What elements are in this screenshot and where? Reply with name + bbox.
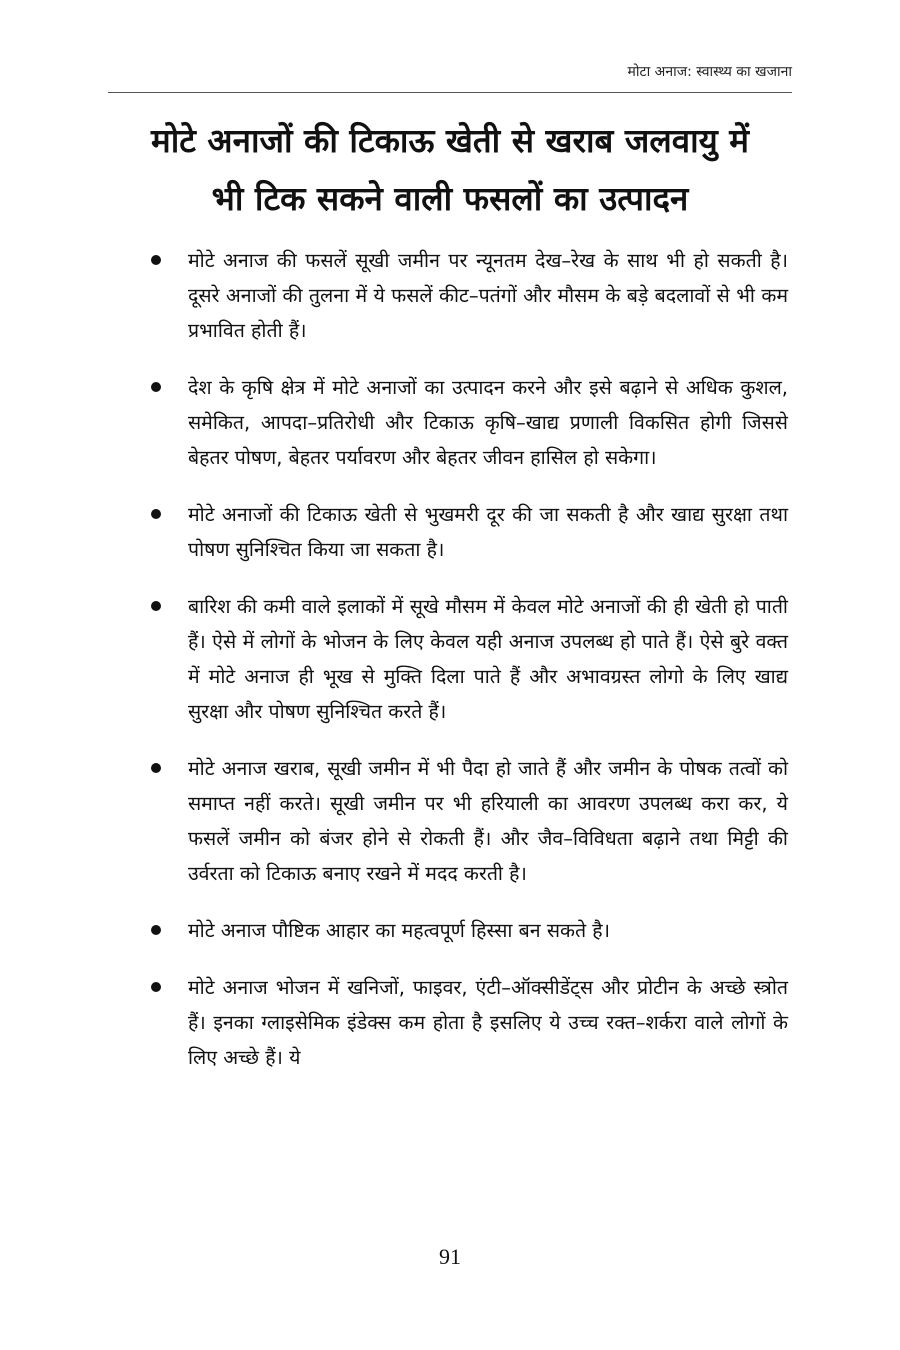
list-item — [148, 243, 788, 348]
list-item-text: मोटे अनाज खराब, सूखी जमीन में भी पैदा हो जाते हैं और जमीन के पोषक तत्वों को समाप्त नहीं करते। सूखी जमीन पर भी हरियाली का आवरण उपलब्ध करा कर, ये फसलें जमीन को बंजर होने से रोकती हैं। और जैव–विविधता बढ़ाने तथा मिट्टी की उर्वरता को टिकाऊ बनाए रखने में मदद करती है। — [188, 757, 788, 885]
list-item — [148, 970, 788, 1075]
title-line-1: मोटे अनाजों की टिकाऊ खेती से खराब जलवायु में — [151, 121, 749, 160]
header-divider — [108, 92, 792, 93]
bullet-icon — [151, 982, 161, 992]
list-item — [148, 497, 788, 567]
bullet-icon — [151, 763, 161, 773]
list-item — [148, 913, 788, 948]
bullet-icon — [151, 382, 161, 392]
page-number: 91 — [439, 1244, 461, 1269]
list-item — [148, 589, 788, 729]
bullet-icon — [151, 255, 161, 265]
list-item-text: मोटे अनाज की फसलें सूखी जमीन पर न्यूनतम देख–रेख के साथ भी हो सकती है। दूसरे अनाजों की तुलना में ये फसलें कीट–पतंगों और मौसम के बड़े बदलावों से भी कम प्रभावित होती हैं। — [188, 249, 788, 342]
list-item — [148, 751, 788, 891]
list-item-text: मोटे अनाजों की टिकाऊ खेती से भुखमरी दूर की जा सकती है और खाद्य सुरक्षा तथा पोषण सुनिश्चित किया जा सकता है। — [188, 503, 788, 561]
page-title — [100, 112, 800, 228]
running-header: मोटा अनाज: स्वास्थ्य का खजाना — [627, 64, 792, 80]
bullet-icon — [151, 509, 161, 519]
list-item-text: मोटे अनाज पौष्टिक आहार का महत्वपूर्ण हिस्सा बन सकते है। — [188, 919, 611, 942]
list-item — [148, 370, 788, 475]
title-line-2: भी टिक सकने वाली फसलों का उत्पादन — [211, 179, 689, 218]
list-item-text: मोटे अनाज भोजन में खनिजों, फाइवर, एंटी–ऑक्सीडेंट्स और प्रोटीन के अच्छे स्त्रोत हैं। इनका ग्लाइसेमिक इंडेक्स कम होता है इसलिए ये उच्च रक्त–शर्करा वाले लोगों के लिए अच्छे हैं। ये — [188, 976, 788, 1069]
bullet-icon — [151, 601, 161, 611]
bullet-icon — [151, 925, 161, 935]
list-item-text: बारिश की कमी वाले इलाकों में सूखे मौसम में केवल मोटे अनाजों की ही खेती हो पाती हैं। ऐसे में लोगों के भोजन के लिए केवल यही अनाज उपलब्ध हो पाते हैं। ऐसे बुरे वक्त में मोटे अनाज ही भूख से मुक्ति दिला पाते हैं और अभावग्रस्त लोगो के लिए खाद्य सुरक्षा और पोषण सुनिश्चित करते हैं। — [188, 595, 788, 723]
bullet-list — [148, 243, 788, 1097]
list-item-text: देश के कृषि क्षेत्र में मोटे अनाजों का उत्पादन करने और इसे बढ़ाने से अधिक कुशल, समेकित, आपदा–प्रतिरोधी और टिकाऊ कृषि–खाद्य प्रणाली विकसित होगी जिससे बेहतर पोषण, बेहतर पर्यावरण और बेहतर जीवन हासिल हो सकेगा। — [188, 376, 788, 469]
